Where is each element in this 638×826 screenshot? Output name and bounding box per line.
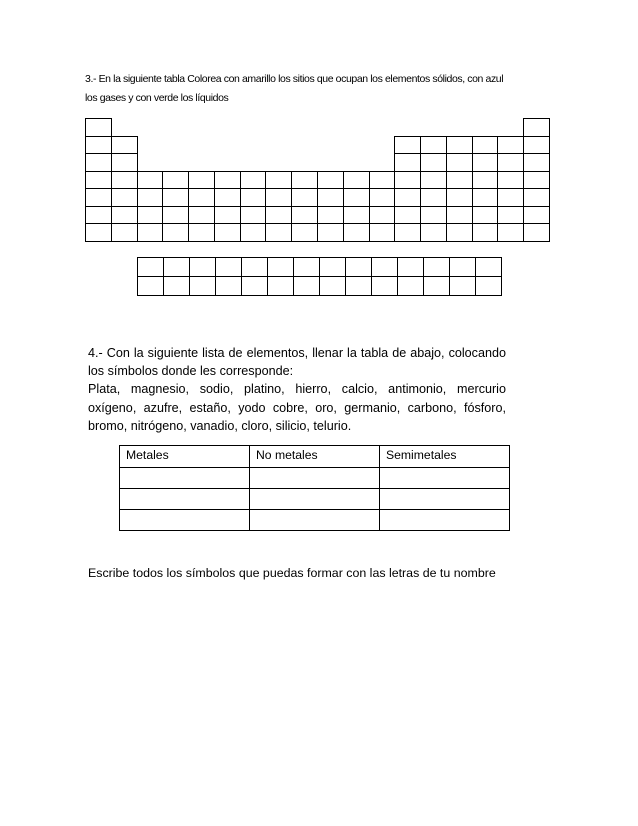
table-cell[interactable] [250, 510, 380, 531]
periodic-cell[interactable] [497, 188, 524, 207]
periodic-cell[interactable] [446, 188, 473, 207]
periodic-cell[interactable] [317, 206, 344, 225]
f-block-cell[interactable] [163, 276, 190, 296]
element-list-line: oxígeno, azufre, estaño, yodo cobre, oro, germanio, carbono, fósforo, [88, 400, 506, 415]
element-list-line: Plata, magnesio, sodio, platino, hierro, calcio, antimonio, mercurio [88, 382, 506, 397]
periodic-cell[interactable] [472, 223, 499, 242]
periodic-cell[interactable] [137, 171, 164, 190]
periodic-cell[interactable] [162, 188, 189, 207]
f-block-cell[interactable] [449, 257, 476, 277]
header-semimetales: Semimetales [380, 446, 510, 468]
f-block-cell[interactable] [293, 257, 320, 277]
periodic-cell[interactable] [214, 171, 241, 190]
periodic-cell[interactable] [162, 171, 189, 190]
f-block-cell[interactable] [137, 257, 164, 277]
periodic-cell[interactable] [111, 223, 138, 242]
f-block-cell[interactable] [345, 276, 372, 296]
periodic-cell[interactable] [162, 206, 189, 225]
periodic-cell[interactable] [85, 188, 112, 207]
f-block-cell[interactable] [267, 276, 294, 296]
table-cell[interactable] [380, 489, 510, 510]
periodic-cell[interactable] [420, 206, 447, 225]
periodic-cell[interactable] [214, 188, 241, 207]
periodic-cell[interactable] [472, 206, 499, 225]
periodic-cell[interactable] [497, 171, 524, 190]
periodic-cell[interactable] [369, 188, 396, 207]
f-block-cell[interactable] [371, 276, 398, 296]
periodic-cell[interactable] [394, 171, 421, 190]
table-cell[interactable] [120, 510, 250, 531]
periodic-cell[interactable] [111, 206, 138, 225]
periodic-cell[interactable] [214, 206, 241, 225]
periodic-cell[interactable] [85, 136, 112, 155]
table-cell[interactable] [120, 489, 250, 510]
periodic-cell[interactable] [111, 153, 138, 172]
periodic-cell[interactable] [85, 206, 112, 225]
instruction-3 [85, 70, 555, 108]
periodic-cell[interactable] [523, 118, 550, 137]
periodic-cell[interactable] [137, 188, 164, 207]
periodic-cell[interactable] [497, 153, 524, 172]
periodic-cell[interactable] [188, 171, 215, 190]
periodic-cell[interactable] [420, 223, 447, 242]
periodic-cell[interactable] [343, 223, 370, 242]
table-cell[interactable] [380, 468, 510, 489]
f-block-cell[interactable] [163, 257, 190, 277]
f-block-cell[interactable] [241, 257, 268, 277]
periodic-cell[interactable] [472, 171, 499, 190]
periodic-cell[interactable] [343, 171, 370, 190]
periodic-cell[interactable] [240, 188, 267, 207]
periodic-table-grid [85, 118, 549, 241]
periodic-cell[interactable] [214, 223, 241, 242]
header-metales: Metales [120, 446, 250, 468]
periodic-cell[interactable] [523, 206, 550, 225]
periodic-cell[interactable] [446, 153, 473, 172]
table-row [120, 468, 510, 489]
f-block-cell[interactable] [293, 276, 320, 296]
table-cell[interactable] [250, 468, 380, 489]
periodic-cell[interactable] [343, 188, 370, 207]
f-block-cell[interactable] [319, 257, 346, 277]
f-block-cell[interactable] [241, 276, 268, 296]
periodic-cell[interactable] [446, 223, 473, 242]
f-block-cell[interactable] [449, 276, 476, 296]
periodic-cell[interactable] [420, 153, 447, 172]
periodic-cell[interactable] [497, 223, 524, 242]
table-cell[interactable] [120, 468, 250, 489]
periodic-cell[interactable] [369, 206, 396, 225]
periodic-cell[interactable] [85, 171, 112, 190]
table-row [120, 510, 510, 531]
periodic-cell[interactable] [446, 136, 473, 155]
periodic-cell[interactable] [240, 223, 267, 242]
periodic-cell[interactable] [85, 153, 112, 172]
periodic-cell[interactable] [394, 223, 421, 242]
instruction-4-line: los símbolos donde les corresponde: [88, 364, 294, 379]
periodic-cell[interactable] [265, 206, 292, 225]
f-block-cell[interactable] [423, 276, 450, 296]
periodic-cell[interactable] [162, 223, 189, 242]
f-block-cell[interactable] [215, 257, 242, 277]
f-block-grid [137, 257, 501, 295]
f-block-cell[interactable] [319, 276, 346, 296]
periodic-cell[interactable] [240, 171, 267, 190]
periodic-cell[interactable] [188, 206, 215, 225]
periodic-cell[interactable] [394, 153, 421, 172]
periodic-cell[interactable] [291, 206, 318, 225]
periodic-cell[interactable] [497, 206, 524, 225]
periodic-cell[interactable] [523, 136, 550, 155]
periodic-cell[interactable] [394, 206, 421, 225]
periodic-cell[interactable] [472, 136, 499, 155]
instruction-4 [88, 344, 506, 435]
periodic-cell[interactable] [240, 206, 267, 225]
periodic-cell[interactable] [317, 171, 344, 190]
periodic-cell[interactable] [137, 223, 164, 242]
periodic-cell[interactable] [111, 171, 138, 190]
periodic-cell[interactable] [369, 171, 396, 190]
periodic-cell[interactable] [265, 188, 292, 207]
element-list-line: bromo, nitrógeno, vanadio, cloro, silicio, telurio. [88, 418, 352, 433]
f-block-cell[interactable] [397, 276, 424, 296]
periodic-cell[interactable] [497, 136, 524, 155]
table-header-row [120, 446, 510, 468]
instruction-3-line-1: 3.- En la siguiente tabla Colorea con amarillo los sitios que ocupan los elementos sólidos, con azul [85, 73, 504, 85]
periodic-cell[interactable] [446, 171, 473, 190]
periodic-cell[interactable] [188, 223, 215, 242]
f-block-cell[interactable] [137, 276, 164, 296]
periodic-cell[interactable] [291, 171, 318, 190]
instruction-3-line-2: los gases y con verde los líquidos [85, 92, 229, 104]
f-block-cell[interactable] [475, 276, 502, 296]
periodic-cell[interactable] [111, 188, 138, 207]
header-no-metales: No metales [250, 446, 380, 468]
f-block-cell[interactable] [215, 276, 242, 296]
periodic-cell[interactable] [420, 136, 447, 155]
table-cell[interactable] [250, 489, 380, 510]
periodic-cell[interactable] [111, 136, 138, 155]
table-row [120, 489, 510, 510]
periodic-cell[interactable] [420, 171, 447, 190]
periodic-cell[interactable] [523, 153, 550, 172]
classification-table [119, 445, 510, 531]
periodic-cell[interactable] [523, 171, 550, 190]
f-block-cell[interactable] [345, 257, 372, 277]
f-block-cell[interactable] [397, 257, 424, 277]
periodic-cell[interactable] [317, 223, 344, 242]
periodic-cell[interactable] [188, 188, 215, 207]
instruction-4-line: 4.- Con la siguiente lista de elementos, llenar la tabla de abajo, colocando [88, 346, 506, 360]
periodic-cell[interactable] [85, 223, 112, 242]
periodic-cell[interactable] [291, 188, 318, 207]
periodic-cell[interactable] [394, 188, 421, 207]
periodic-cell[interactable] [472, 153, 499, 172]
periodic-cell[interactable] [523, 223, 550, 242]
periodic-cell[interactable] [291, 223, 318, 242]
periodic-cell[interactable] [317, 188, 344, 207]
periodic-cell[interactable] [343, 206, 370, 225]
periodic-cell[interactable] [369, 223, 396, 242]
instruction-5: Escribe todos los símbolos que puedas formar con las letras de tu nombre [88, 566, 496, 580]
periodic-cell[interactable] [265, 223, 292, 242]
periodic-cell[interactable] [472, 188, 499, 207]
f-block-cell[interactable] [189, 276, 216, 296]
f-block-cell[interactable] [371, 257, 398, 277]
periodic-cell[interactable] [265, 171, 292, 190]
f-block-cell[interactable] [423, 257, 450, 277]
periodic-cell[interactable] [137, 206, 164, 225]
periodic-cell[interactable] [446, 206, 473, 225]
f-block-cell[interactable] [267, 257, 294, 277]
periodic-cell[interactable] [420, 188, 447, 207]
periodic-cell[interactable] [394, 136, 421, 155]
periodic-cell[interactable] [523, 188, 550, 207]
table-cell[interactable] [380, 510, 510, 531]
f-block-cell[interactable] [475, 257, 502, 277]
f-block-cell[interactable] [189, 257, 216, 277]
periodic-cell[interactable] [85, 118, 112, 137]
